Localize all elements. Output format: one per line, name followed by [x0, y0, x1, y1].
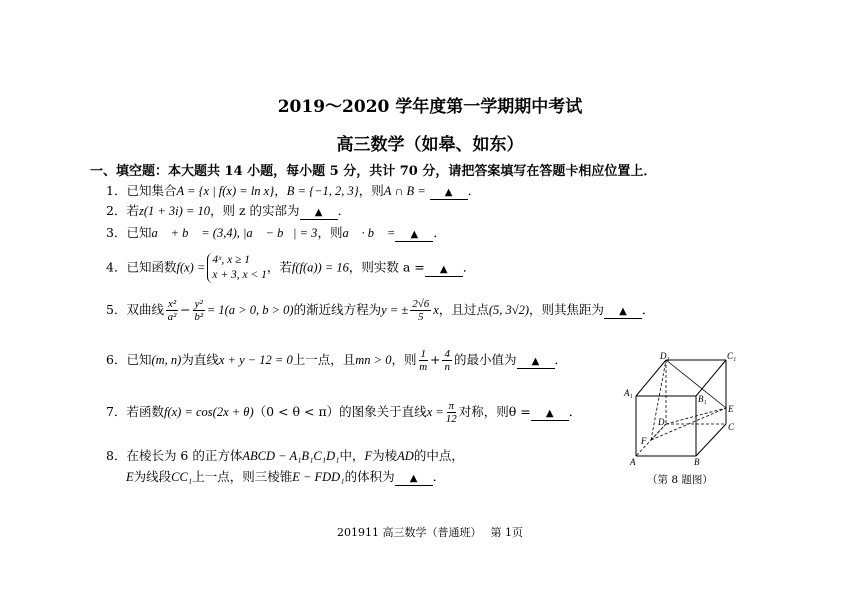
- answer-blank: ▲: [531, 408, 569, 421]
- question-8-line-1: 8．在棱长为 6 的正方体ABCD − A₁B₁C₁D₁中，F为棱AD的中点，: [106, 448, 464, 463]
- question-6: 6．已知(m, n)为直线x + y − 12 = 0上一点，且mn > 0，则 $\frac{1}{m}$ + $\frac{4}{n}$ 的最小值为 ▲ ．: [106, 348, 568, 373]
- piecewise-brace: 4ˣ, x ≥ 1 x + 3, x < 1: [207, 253, 266, 283]
- question-7: 7．若函数f(x) = cos(2x + θ)（0 < θ < π）的图象关于直线x = $\frac{\pi}{12}$ 对称，则θ = ▲ ．: [106, 400, 582, 425]
- label-B: B: [694, 457, 700, 467]
- label-C: C: [728, 422, 735, 432]
- label-C1: C₁: [727, 351, 737, 361]
- question-3: 3．已知a⃗ + b⃗ = (3,4), |a⃗ − b⃗| = 3，则a⃗ · b⃗ = ▲ ．: [106, 225, 446, 240]
- answer-blank: ▲: [604, 306, 642, 319]
- label-D1: D₁: [660, 351, 670, 361]
- label-E: E: [728, 404, 734, 414]
- label-A: A: [630, 457, 636, 467]
- answer-blank: ▲: [430, 187, 468, 200]
- answer-blank: ▲: [395, 473, 433, 486]
- section-heading: 一、填空题：本大题共 14 小题，每小题 5 分，共计 70 分，请把答案填写在答题卡相应位置上．: [90, 164, 657, 179]
- page-footer: 201911 高三数学（普通班） 第 1页: [337, 526, 523, 539]
- cube-figure: [620, 350, 750, 470]
- figure-caption: （第 8 题图）: [647, 474, 713, 486]
- label-D: D: [658, 417, 665, 427]
- label-A1: A₁: [624, 388, 633, 398]
- answer-blank: ▲: [300, 207, 338, 220]
- answer-blank: ▲: [395, 229, 433, 242]
- exam-title: 2019～2020 学年度第一学期期中考试: [277, 97, 583, 117]
- label-B1: B₁: [698, 394, 707, 404]
- question-1: 1．已知集合A = {x | f(x) = ln x}，B = {−1, 2, 3}，则A ∩ B = ▲ ．: [106, 183, 481, 198]
- question-2: 2．若z(1 + 3i) = 10，则 z 的实部为 ▲ ．: [106, 203, 351, 218]
- question-5: 5．双曲线 $\frac{\text{x²}}{\text{a²}}$ − $\frac{\text{y²}}{\text{b²}}$ = 1(a > 0, b > 0)的渐近线方程为y = ± $\frac{2√6}{5}$ x，且过点(5, 3√2)，则其焦距为 ▲ ．: [106, 298, 655, 323]
- answer-blank: ▲: [425, 264, 463, 277]
- question-8-line-2: E为线段CC₁上一点，则三棱锥E − FDD₁的体积为 ▲ ．: [126, 469, 446, 484]
- question-4: 4．已知函数f(x) = 4ˣ, x ≥ 1 x + 3, x < 1 ，若f(f(a)) = 16，则实数 a = ▲ ．: [106, 254, 476, 281]
- label-F: F: [641, 436, 647, 446]
- exam-subtitle: 高三数学（如皋、如东）: [336, 135, 524, 155]
- answer-blank: ▲: [517, 356, 555, 369]
